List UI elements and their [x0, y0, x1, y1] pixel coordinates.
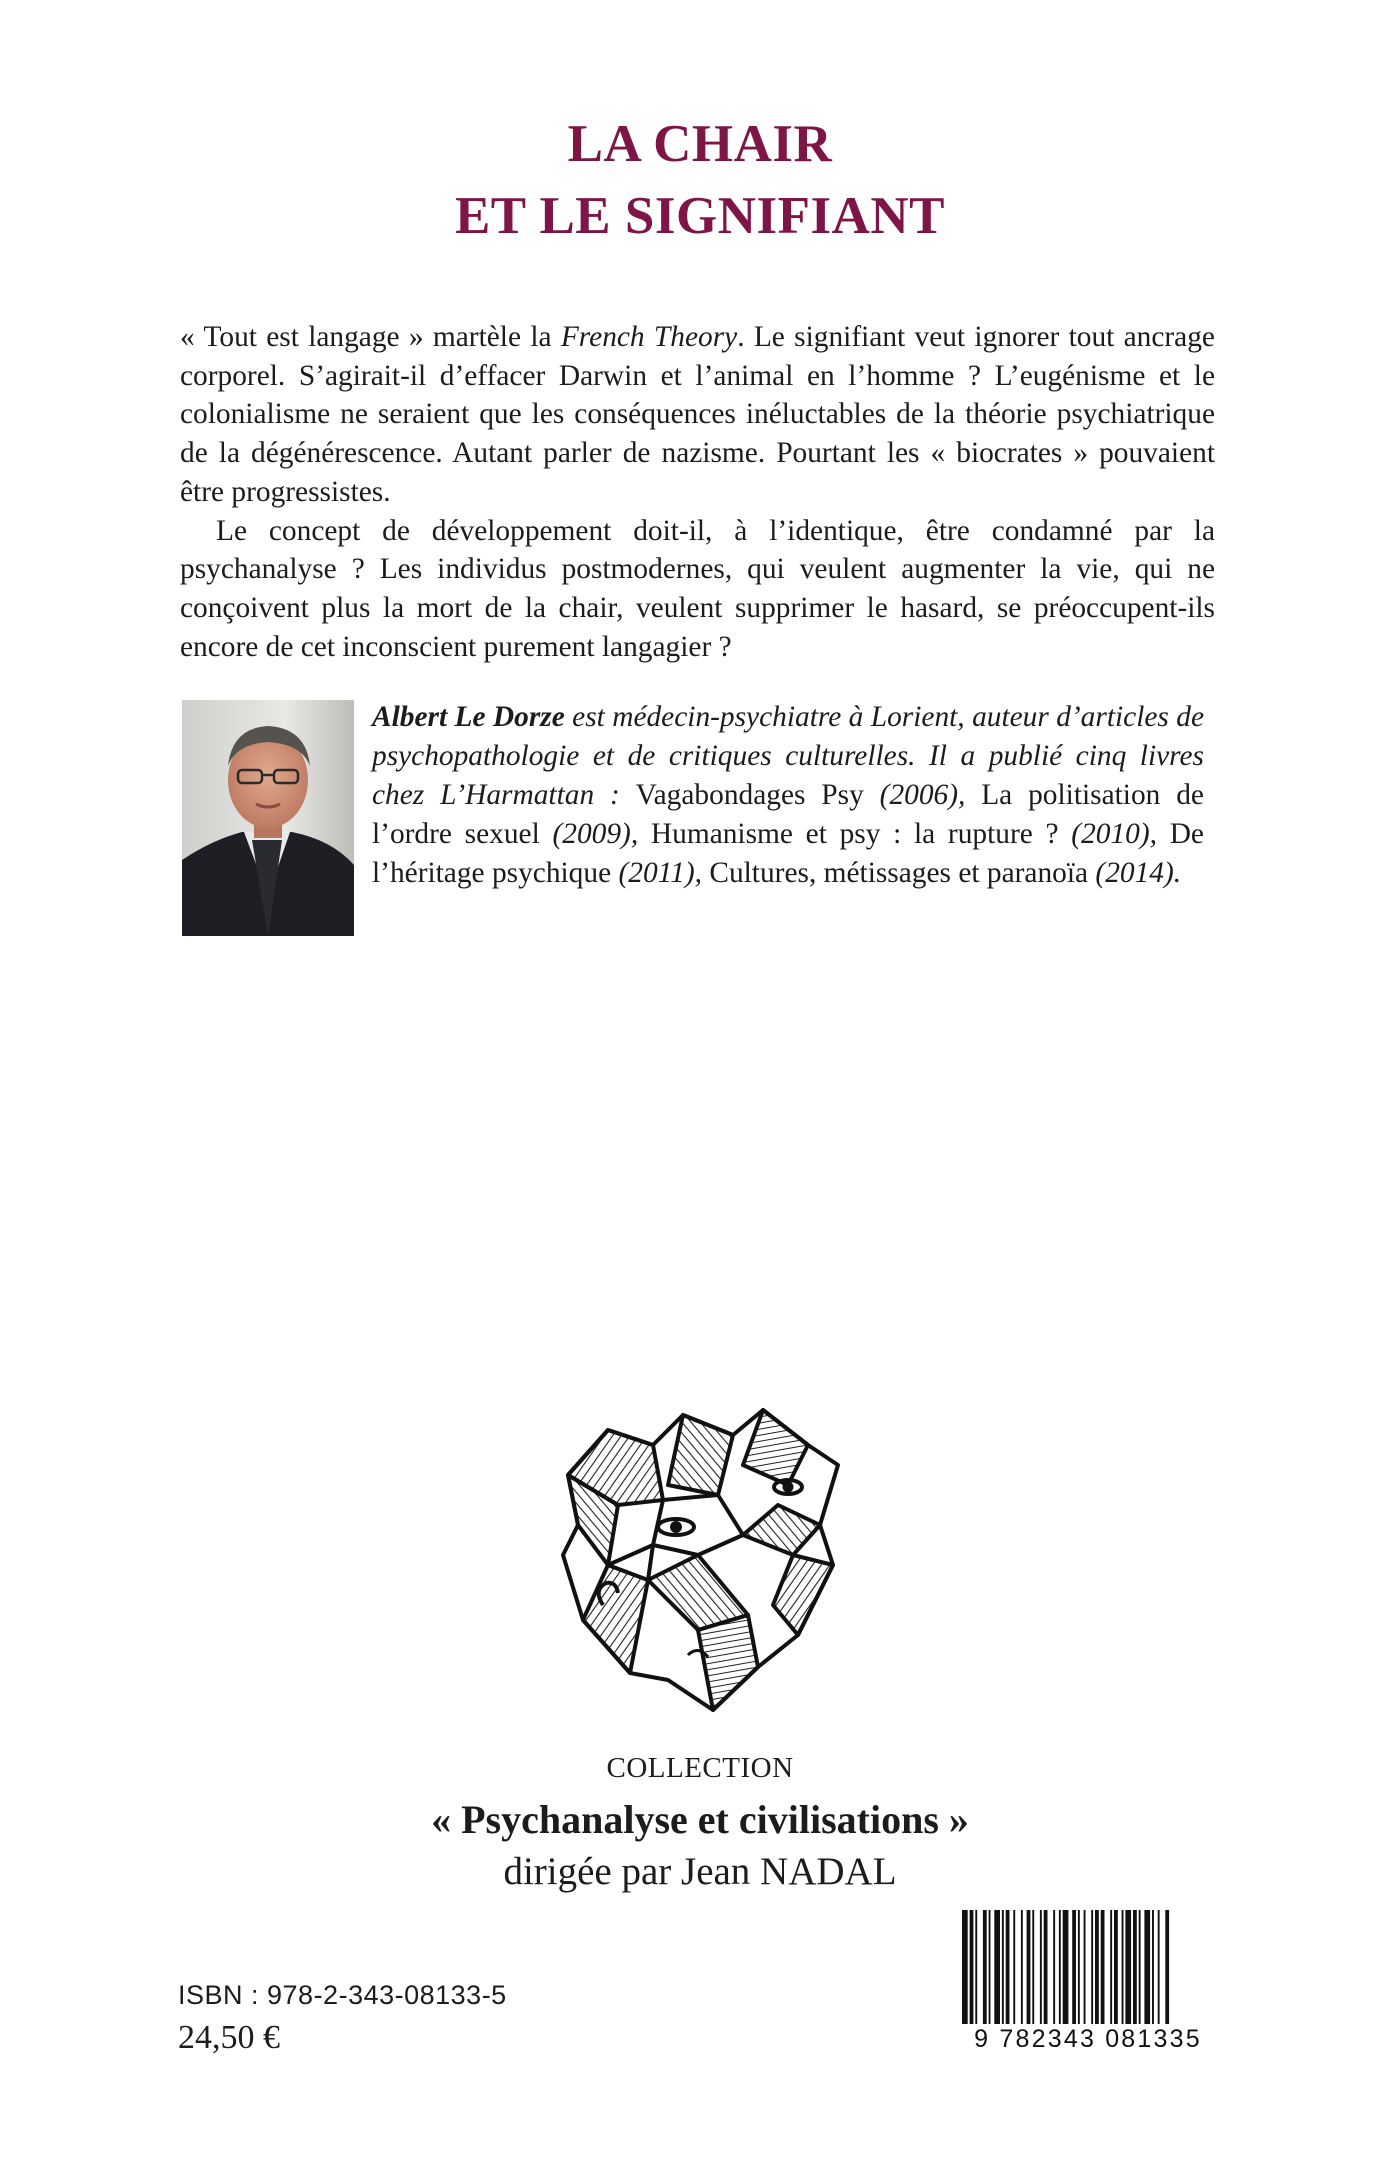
collection-name: « Psychanalyse et civilisations »: [431, 1797, 969, 1842]
barcode-bar: [1110, 1910, 1112, 2028]
barcode-bar: [1013, 1910, 1015, 2028]
book-year-1: (2006),: [863, 779, 982, 811]
barcode-bar: [1084, 1910, 1086, 2028]
barcode-bar: [975, 1910, 977, 2028]
barcode-bar: [1144, 1910, 1150, 2028]
book-year-4: (2011),: [611, 857, 710, 889]
barcode-bar: [1158, 1910, 1160, 2028]
book-title-4: De l’héritage psychique: [372, 818, 1204, 889]
barcode-bar: [1063, 1910, 1069, 2028]
barcode-bar: [994, 1910, 1000, 2028]
barcode-bar: [1125, 1910, 1131, 2028]
book-year-2: (2009),: [539, 818, 651, 850]
author-bio-intro: est médecin-psychiatre à Lorient, auteur d’articles de psychopathologie et de critiques culturelles. Il a publié cinq livres chez L’Harmattan :: [372, 701, 1204, 811]
barcode-bar: [1139, 1910, 1141, 2028]
book-year-3: (2010),: [1058, 818, 1170, 850]
book-title-3: Humanisme et psy : la rupture ?: [650, 818, 1059, 850]
barcode-bar: [1114, 1910, 1118, 2028]
barcode-bar: [1091, 1910, 1093, 2028]
barcode-bar: [1095, 1910, 1099, 2028]
title-line-1: LA CHAIR: [567, 115, 833, 173]
barcode-bar: [1152, 1910, 1154, 2028]
isbn: ISBN : 978-2-343-08133-5: [178, 1980, 507, 2010]
barcode-bar: [1027, 1910, 1031, 2028]
barcode-bar: [1006, 1910, 1010, 2028]
collection-director: dirigée par Jean NADAL: [503, 1850, 897, 1893]
author-name: Albert Le Dorze: [372, 701, 565, 733]
publisher-logo-icon: [548, 1405, 854, 1715]
collection-label: COLLECTION: [606, 1752, 794, 1784]
book-year-5: (2014).: [1088, 857, 1182, 889]
barcode-bar: [1002, 1910, 1004, 2028]
summary-paragraph-1: « Tout est langage » martèle la French Theory. Le signifiant veut ignorer tout ancrage corporel. S’agirait-il d’effacer Darwin et l’animal en l’homme ? L’eugénisme et le colonialisme ne seraient que les conséquences inéluctables de la théorie psychiatrique de la dégénérescence. Autant parler de nazisme. Pourtant les « biocrates » pouvaient être progressistes.: [180, 321, 1215, 508]
barcode-bar: [1101, 1910, 1105, 2028]
book-title: [0, 108, 1400, 252]
summary-paragraph-2: Le concept de développement doit-il, à l’identique, être condamné par la psychanalyse ? Les individus postmodernes, qui veulent augmenter la vie, qui ne conçoivent plus la mort de la chair, veulent supprimer le hasard, se préoccupent-ils encore de cet inconscient purement langagier ?: [180, 514, 1215, 663]
barcode-bar: [1133, 1910, 1137, 2028]
barcode-bar: [1059, 1910, 1061, 2028]
barcode-bar: [1021, 1910, 1023, 2028]
summary-text: [180, 318, 1215, 666]
barcode-bar: [1078, 1910, 1080, 2028]
barcode-bar: [970, 1910, 974, 2028]
barcode-bar: [983, 1910, 987, 2028]
barcode-bar: [1072, 1910, 1076, 2028]
barcode-digits: 9 782343 081335: [956, 2024, 1220, 2054]
author-photo: [182, 700, 354, 936]
barcode-bar: [1040, 1910, 1042, 2028]
barcode-bar: [962, 1910, 968, 2028]
book-title-5: Cultures, métissages et paranoïa: [709, 857, 1089, 889]
title-line-2: ET LE SIGNIFIANT: [454, 187, 946, 245]
barcode-bar: [1044, 1910, 1048, 2028]
price: 24,50 €: [178, 2019, 280, 2056]
book-title-1: Vagabondages Psy: [635, 779, 864, 811]
author-bio: [372, 698, 1204, 893]
barcode-bar: [1053, 1910, 1055, 2028]
barcode-bar: [989, 1910, 991, 2028]
book-title-2: La politisation de l’ordre sexuel: [372, 779, 1204, 850]
barcode-bar: [1165, 1910, 1169, 2028]
barcode-bar: [1032, 1910, 1034, 2028]
barcode-bar: [1122, 1910, 1124, 2028]
